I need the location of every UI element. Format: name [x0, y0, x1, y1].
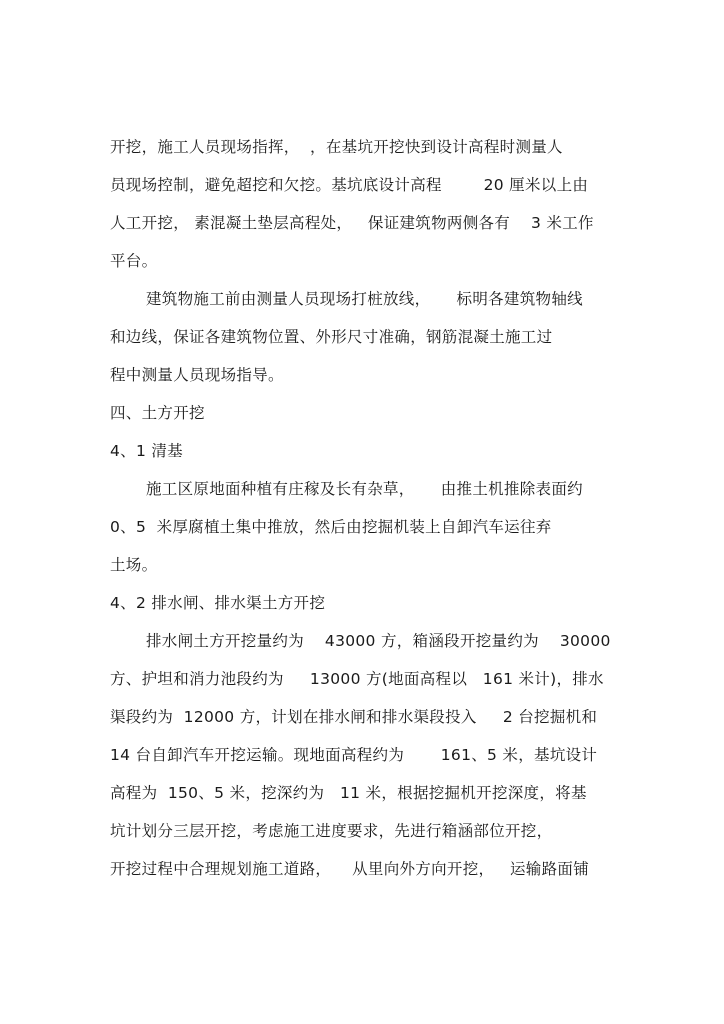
text-line: 开挖过程中合理规划施工道路， 从里向外方向开挖， 运输路面铺: [110, 860, 589, 878]
text-line: 开挖，施工人员现场指挥， ，在基坑开挖快到设计高程时测量人: [110, 138, 563, 156]
text-line: 渠段约为 12000 方，计划在排水闸和排水渠段投入 2 台挖掘机和: [110, 708, 598, 726]
text-line: 程中测量人员现场指导。: [110, 366, 284, 384]
text-line: 14 台自卸汽车开挖运输。现地面高程约为 161、5 米，基坑设计: [110, 746, 598, 764]
text-line: 坑计划分三层开挖，考虑施工进度要求，先进行箱涵部位开挖，: [110, 822, 553, 840]
text-line: 高程为 150、5 米，挖深约为 11 米，根据挖掘机开挖深度，将基: [110, 784, 587, 802]
text-line: 员现场控制，避免超挖和欠挖。基坑底设计高程 20 厘米以上由: [110, 176, 589, 194]
text-line: 0、5 米厚腐植土集中推放，然后由挖掘机装上自卸汽车运往弃: [110, 518, 552, 536]
text-line: 排水闸土方开挖量约为 43000 方，箱涵段开挖量约为 30000: [146, 632, 611, 650]
text-line: 方、护坦和消力池段约为 13000 方(地面高程以 161 米计)，排水: [110, 670, 604, 688]
text-line: 土场。: [110, 556, 158, 574]
subsection-heading: 4、1 清基: [110, 442, 183, 460]
text-line: 和边线，保证各建筑物位置、外形尺寸准确，钢筋混凝土施工过: [110, 328, 553, 346]
section-heading: 四、土方开挖: [110, 404, 205, 422]
text-line: 人工开挖， 素混凝土垫层高程处， 保证建筑物两侧各有 3 米工作: [110, 214, 594, 232]
text-line: 施工区原地面种植有庄稼及长有杂草， 由推土机推除表面约: [146, 480, 583, 498]
text-line: 平台。: [110, 252, 158, 270]
subsection-heading: 4、2 排水闸、排水渠土方开挖: [110, 594, 326, 612]
text-line: 建筑物施工前由测量人员现场打桩放线， 标明各建筑物轴线: [146, 290, 583, 308]
